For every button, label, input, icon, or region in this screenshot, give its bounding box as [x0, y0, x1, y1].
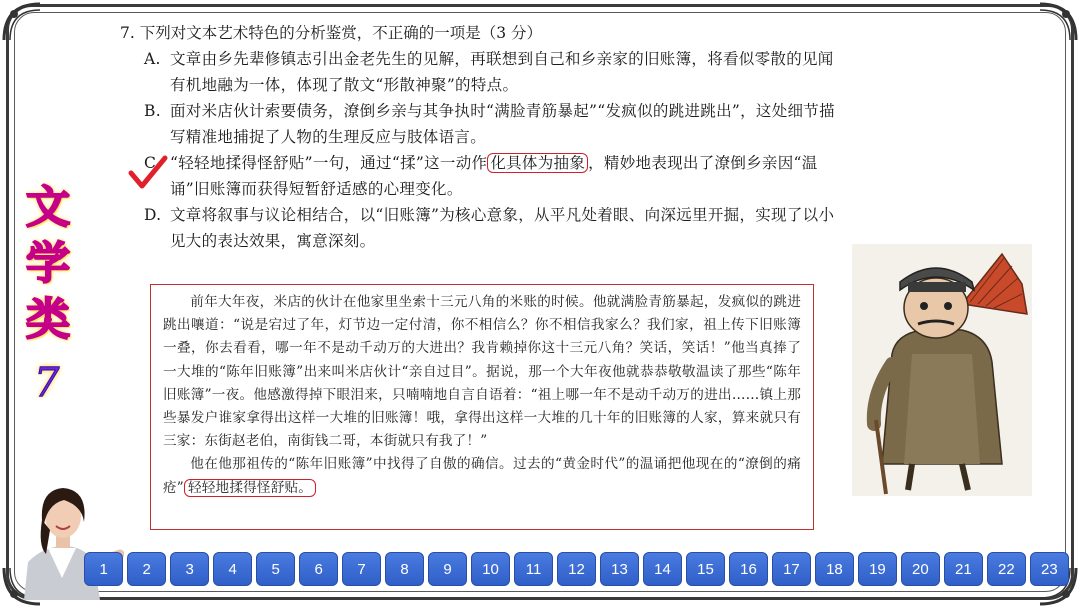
- side-title-char: 文: [26, 182, 70, 233]
- option-key: A.: [144, 50, 161, 68]
- question-stem: 7. 下列对文本艺术特色的分析鉴赏，不正确的一项是（3 分）: [120, 24, 543, 42]
- passage-text: 他在他那祖传的“陈年旧账簿”中找得了自傲的确信。过去的“黄金时代”的温诵把他现在的“潦倒的痛疮”: [163, 456, 801, 496]
- nav-page-button[interactable]: 10: [471, 552, 510, 586]
- nav-page-button[interactable]: 12: [557, 552, 596, 586]
- side-category-number: 7: [34, 360, 60, 406]
- nav-page-button[interactable]: 13: [600, 552, 639, 586]
- corner-ornament-icon: [1034, 0, 1080, 46]
- corner-ornament-icon: [0, 0, 46, 46]
- nav-page-button[interactable]: 16: [729, 552, 768, 586]
- option-text: ，精妙地表现出了潦倒乡亲因“温诵”旧账簿而获得短暂舒适感的心理变化。: [170, 154, 818, 198]
- option-c[interactable]: [144, 150, 840, 202]
- checkmark-icon: [128, 155, 168, 191]
- nav-page-button[interactable]: 23: [1030, 552, 1069, 586]
- nav-page-button[interactable]: 15: [686, 552, 725, 586]
- option-text: 文章由乡先辈修镇志引出金老先生的见解，再联想到自己和乡亲家的旧账簿，将看似零散的见闻有机地融为一体，体现了散文“形散神聚”的特点。: [170, 50, 834, 94]
- option-text: 文章将叙事与议论相结合，以“旧账簿”为核心意象，从平凡处着眼、向深远里开掘，实现了以小见大的表达效果，寓意深刻。: [170, 206, 835, 250]
- option-d[interactable]: [144, 202, 840, 254]
- highlighted-phrase: 化具体为抽象: [487, 153, 588, 173]
- nav-page-button[interactable]: 4: [213, 552, 252, 586]
- option-key: B.: [144, 102, 161, 120]
- nav-page-button[interactable]: 3: [170, 552, 209, 586]
- character-illustration: [852, 244, 1032, 496]
- nav-page-button[interactable]: 11: [514, 552, 553, 586]
- option-key: C.: [144, 154, 161, 172]
- nav-page-button[interactable]: 2: [127, 552, 166, 586]
- passage-paragraph: [163, 453, 801, 499]
- highlighted-phrase: 轻轻地揉得怪舒贴。: [184, 479, 316, 497]
- nav-page-button[interactable]: 9: [428, 552, 467, 586]
- nav-page-button[interactable]: 22: [987, 552, 1026, 586]
- option-b[interactable]: [144, 98, 840, 150]
- nav-page-button[interactable]: 8: [385, 552, 424, 586]
- nav-page-button[interactable]: 1: [84, 552, 123, 586]
- nav-page-button[interactable]: 17: [772, 552, 811, 586]
- nav-page-button[interactable]: 21: [944, 552, 983, 586]
- side-title-char: 学: [26, 238, 70, 289]
- nav-page-button[interactable]: 18: [815, 552, 854, 586]
- nav-page-button[interactable]: 7: [342, 552, 381, 586]
- nav-page-button[interactable]: 20: [901, 552, 940, 586]
- nav-page-button[interactable]: 14: [643, 552, 682, 586]
- nav-page-button[interactable]: 5: [256, 552, 295, 586]
- side-category-title: [16, 180, 80, 348]
- option-a[interactable]: [144, 46, 840, 98]
- option-text: 面对米店伙计索要债务，潦倒乡亲与其争执时“满脸青筋暴起”“发疯似的跳进跳出”，这处细节描写精准地捕捉了人物的生理反应与肢体语言。: [170, 102, 835, 146]
- option-key: D.: [144, 206, 162, 224]
- nav-page-button[interactable]: 6: [299, 552, 338, 586]
- reading-passage: [150, 284, 814, 530]
- question-block: [120, 20, 840, 254]
- side-title-char: 类: [26, 294, 70, 345]
- passage-paragraph: 前年大年夜，米店的伙计在他家里坐索十三元八角的米账的时候。他就满脸青筋暴起，发疯似的跳进跳出嚷道：“说是宕过了年，灯节边一定付清，你不相信么？你不相信我家么？我们家，祖上传下旧账簿一叠，你去看看，哪一年不是动千动万的大进出？我肯赖掉你这十三元八角？笑话，笑话！”他当真捧了一大堆的“陈年旧账簿”出来叫米店伙计“亲自过目”。据说，那一个大年夜他就恭恭敬敬温读了那些“陈年旧账簿”一夜。他感激得掉下眼泪来，只喃喃地自言自语着：“祖上哪一年不是动千动万的进出……镇上那些暴发户谁家拿得出这样一大堆的旧账簿！哦，拿得出这样一大堆的几十年的旧账簿的人家，算来就只有三家：东街赵老伯，南街钱二哥，本街就只有我了！”: [163, 294, 801, 450]
- nav-page-button[interactable]: 19: [858, 552, 897, 586]
- option-text: “轻轻地揉得怪舒贴”一句，通过“揉”这一动作: [170, 154, 488, 172]
- page-number-nav: [84, 552, 1058, 586]
